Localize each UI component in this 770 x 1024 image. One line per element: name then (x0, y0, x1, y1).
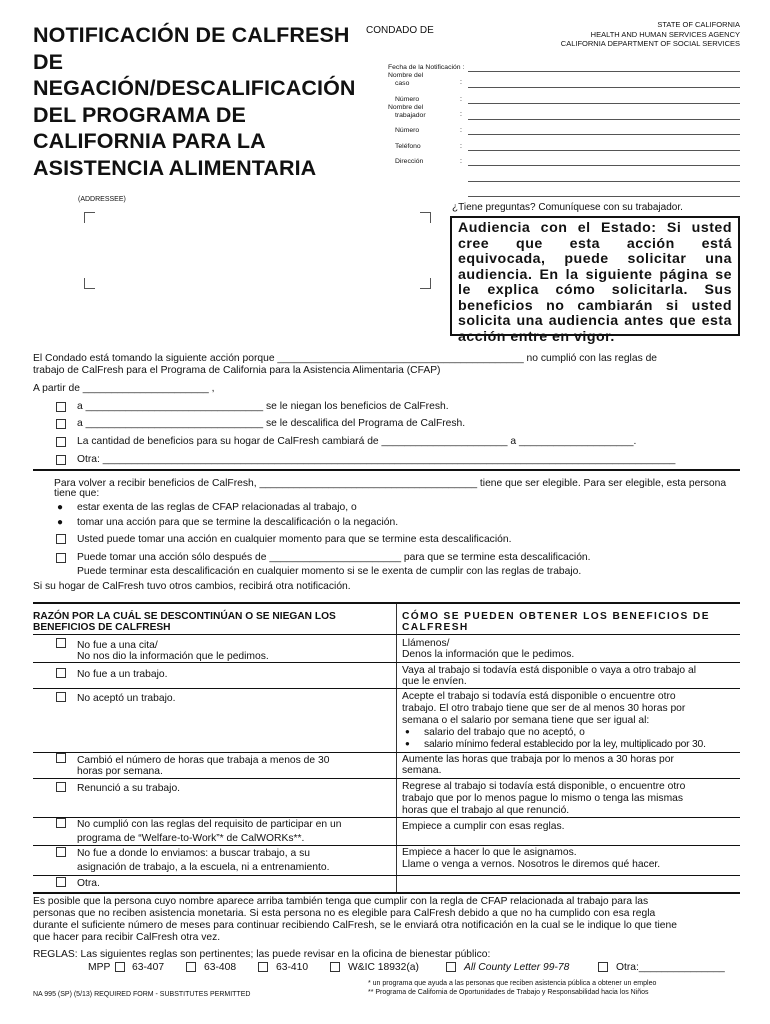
footer-paragraph-3: durante el suficiente número de meses para continuar recibiendo CalFresh, se le enviará otra notificación en la cual se le indique lo que tiene (33, 920, 677, 931)
addressee-corner-br (420, 278, 431, 289)
rules-intro: REGLAS: Las siguientes reglas son pertinentes; las puede revisar en la oficina de bienestar público: (33, 949, 491, 960)
case-name-label-2: caso (395, 80, 410, 87)
action-line-2: trabajo de CalFresh para el Programa de California para la Asistencia Alimentaria (CFAP) (33, 365, 441, 376)
footer-paragraph-1: Es posible que la persona cuyo nombre aparece arriba también tenga que cumplir con la regla de CFAP relacionada al trabajo para las (33, 896, 649, 907)
option-change-checkbox[interactable] (56, 437, 66, 447)
effective-date-line: A partir de ______________________ , (33, 383, 215, 394)
anytime-checkbox[interactable] (56, 534, 66, 544)
remedy-refused-3: semana o el salario por semana tiene que ser igual al: (402, 715, 650, 726)
case-name-field[interactable] (468, 87, 740, 88)
phone-field[interactable] (468, 150, 740, 151)
reason-refused: No aceptó un trabajo. (77, 693, 176, 704)
requirement-bullet-2: tomar una acción para que se termine la descalificación o la negación. (77, 517, 399, 528)
option-deny-text: a _______________________________ se le niegan los beneficios de CalFresh. (77, 401, 449, 412)
anytime-text: Usted puede tomar una acción en cualquier momento para que se termine esta descalificación. (77, 534, 512, 545)
phone-colon: : (460, 143, 462, 150)
hearing-notice-box: Audiencia con el Estado: Si usted cree que esta acción está equivocada, puede solicitar una audiencia. En la siguiente página se le explica cómo solicitarla. Sus beneficios no cambiarán si usted solicita una audiencia antes que esta acción entre en vigor. (450, 216, 740, 336)
option-change-text: La cantidad de beneficios para su hogar de CalFresh cambiará de ______________________ a ____________________. (77, 436, 637, 447)
addressee-corner-bl (84, 278, 95, 289)
requirements-intro-2: tiene que: (54, 488, 100, 499)
worker-name-label-1: Nombre del (388, 104, 424, 111)
agency-line-3: CALIFORNIA DEPARTMENT OF SOCIAL SERVICES (560, 39, 740, 48)
footer-paragraph-4: que hacer para recibir CalFresh otra vez. (33, 932, 221, 943)
action-line-1: El Condado está tomando la siguiente acción porque ___________________________________________ no cumplió con las reglas de (33, 353, 658, 364)
agency-line-1: STATE OF CALIFORNIA (657, 20, 740, 29)
option-disqualify-checkbox[interactable] (56, 419, 66, 429)
case-number-label: Número (395, 96, 420, 103)
address-field-3[interactable] (468, 196, 740, 197)
section-divider-2 (33, 602, 740, 604)
table-head-divider (33, 634, 740, 635)
reason-other: Otra. (77, 878, 100, 889)
remedy-welfare: Empiece a cumplir con esas reglas. (402, 821, 565, 832)
remedy-appointment-1: Llámenos/ (402, 638, 450, 649)
reason-quit: Renunció a su trabajo. (77, 783, 181, 794)
remedy-bullet-2-icon: ● (405, 739, 410, 748)
reason-hours-1: Cambió el número de horas que trabaja a menos de 30 (77, 755, 330, 766)
option-deny-checkbox[interactable] (56, 402, 66, 412)
rule-acl-checkbox[interactable] (446, 962, 456, 972)
table-head-left-2: BENEFICIOS DE CALFRESH (33, 622, 171, 633)
row-divider-6 (33, 845, 740, 846)
other-changes-text: Si su hogar de CalFresh tuvo otros cambios, recibirá otra notificación. (33, 581, 351, 592)
rules-mpp-label: MPP (88, 962, 111, 973)
table-head-left (33, 611, 336, 633)
reason-welfare-1: No cumplió con las reglas del requisito de participar en un (77, 819, 342, 830)
remedy-refused-b1: salario del trabajo que no aceptó, o (424, 727, 585, 738)
case-name-colon: : (460, 79, 462, 86)
reason-quit-checkbox[interactable] (56, 782, 66, 792)
worker-name-label-2: trabajador (395, 112, 426, 119)
remedy-refused-2: trabajo. El otro trabajo tiene que ser de al menos 30 horas por (402, 703, 686, 714)
row-divider-5 (33, 817, 740, 818)
reason-appointment-checkbox[interactable] (56, 638, 66, 648)
reason-welfare-2: programa de “Welfare-to-Work”* de CalWORKs**. (77, 833, 305, 844)
agency-header (520, 20, 740, 49)
row-divider-3 (33, 752, 740, 753)
row-divider-7 (33, 875, 740, 876)
remedy-assignment-2: Llame o venga a vernos. Nosotros le diremos qué hacer. (402, 859, 661, 870)
requirements-intro-1: Para volver a recibir beneficios de CalFresh, ______________________________________ tiene que ser elegible. Para ser elegible, esta persona (54, 478, 727, 489)
requirement-bullet-1: estar exenta de las reglas de CFAP relacionadas al trabajo, o (77, 502, 357, 513)
remedy-bullet-1-icon: ● (405, 727, 410, 736)
footnote-1: * un programa que ayuda a las personas que reciben asistencia pública a obtener un empleo (368, 980, 657, 987)
option-disqualify-text: a _______________________________ se le descalifica del Programa de CalFresh. (77, 418, 466, 429)
reason-job-checkbox[interactable] (56, 668, 66, 678)
remedy-hours-1: Aumente las horas que trabaja por lo menos a 30 horas por (402, 754, 674, 765)
remedy-refused-1: Acepte el trabajo si todavía está disponible o encuentre otro (402, 691, 676, 702)
agency-line-2: HEALTH AND HUMAN SERVICES AGENCY (590, 29, 740, 39)
address-label: Dirección (395, 158, 424, 165)
remedy-hours-2: semana. (402, 765, 442, 776)
after-date-checkbox[interactable] (56, 553, 66, 563)
rule-63-408-checkbox[interactable] (186, 962, 196, 972)
remedy-quit-1: Regrese al trabajo si todavía está disponible, o encuentre otro (402, 781, 686, 792)
notice-date-field[interactable] (468, 71, 740, 72)
form-title: NOTIFICACIÓN DE CALFRESH DE NEGACIÓN/DESCALIFICACIÓN DEL PROGRAMA DE CALIFORNIA PARA LA ASISTENCIA ALIMENTARIA (33, 23, 356, 180)
bullet-2-icon: ● (57, 517, 64, 528)
rule-wic: W&IC 18932(a) (348, 962, 419, 973)
reason-other-checkbox[interactable] (56, 877, 66, 887)
worker-name-colon: : (460, 111, 462, 118)
table-head-left-1: RAZÓN POR LA CUÁL SE DESCONTINÚAN O SE NIEGAN LOS (33, 611, 336, 622)
questions-text: ¿Tiene preguntas? Comuníquese con su trabajador. (452, 202, 683, 213)
table-bottom-divider (33, 892, 740, 894)
worker-number-label: Número (395, 127, 420, 134)
address-field-2[interactable] (468, 181, 740, 182)
notice-date-label: Fecha de la Notificación : (388, 64, 465, 71)
footnote-2: ** Programa de California de Oportunidades de Trabajo y Responsabilidad hacia los Niños (368, 989, 649, 996)
rule-63-407-checkbox[interactable] (115, 962, 125, 972)
case-name-label-1: Nombre del (388, 72, 424, 79)
remedy-appointment-2: Denos la información que le pedimos. (402, 649, 575, 660)
section-divider-1 (33, 469, 740, 471)
rule-acl: All County Letter 99-78 (464, 962, 570, 973)
exempt-text: Puede terminar esta descalificación en cualquier momento si se le exenta de cumplir con las reglas de trabajo. (77, 566, 582, 577)
remedy-refused-b2: salario mínimo federal establecido por la ley, multiplicado por 30. (424, 739, 706, 750)
rule-63-407: 63-407 (132, 962, 165, 973)
rule-other-checkbox[interactable] (598, 962, 608, 972)
row-divider-2 (33, 688, 740, 689)
rule-63-410-checkbox[interactable] (258, 962, 268, 972)
case-number-field[interactable] (468, 103, 740, 104)
option-other-text: Otra: ____________________________________________________________________________________________________ (77, 454, 676, 465)
addressee-corner-tl (84, 212, 95, 223)
worker-number-field[interactable] (468, 134, 740, 135)
rule-other: Otra:_______________ (616, 962, 725, 973)
footer-paragraph-2: personas que no reciben asistencia monetaria. Si esta persona no es elegible para CalFresh debido a que no ha cumplido con esa regla (33, 908, 656, 919)
reason-welfare-checkbox[interactable] (56, 818, 66, 828)
remedy-job-1: Vaya al trabajo si todavía está disponible o vaya a otro trabajo al (402, 665, 697, 676)
reason-job: No fue a un trabajo. (77, 669, 168, 680)
reason-assignment-2: asignación de trabajo, a la escuela, ni a entrenamiento. (77, 862, 330, 873)
reason-assignment-checkbox[interactable] (56, 847, 66, 857)
reason-refused-checkbox[interactable] (56, 692, 66, 702)
reason-hours-2: horas por semana. (77, 766, 163, 777)
table-head-right (402, 611, 710, 633)
bullet-1-icon: ● (57, 502, 64, 513)
case-number-colon: : (460, 96, 462, 103)
county-label: CONDADO DE (366, 25, 434, 36)
reason-assignment-1: No fue a donde lo enviamos: a buscar trabajo, a su (77, 848, 310, 859)
rule-wic-checkbox[interactable] (330, 962, 340, 972)
option-other-checkbox[interactable] (56, 455, 66, 465)
reason-appointment-1: No fue a una cita/ (77, 640, 158, 651)
addressee-corner-tr (420, 212, 431, 223)
addressee-label: (ADDRESSEE) (78, 196, 126, 203)
rule-63-408: 63-408 (204, 962, 237, 973)
remedy-quit-3: horas que el trabajo al que renunció. (402, 805, 570, 816)
worker-number-colon: : (460, 127, 462, 134)
table-column-divider (396, 604, 397, 894)
reason-hours-checkbox[interactable] (56, 753, 66, 763)
row-divider-4 (33, 778, 740, 779)
form-number: NA 995 (SP) (5/13) REQUIRED FORM - SUBSTITUTES PERMITTED (33, 991, 251, 998)
reason-appointment-2: No nos dio la información que le pedimos. (77, 651, 269, 662)
table-head-right-2: CALFRESH (402, 622, 469, 633)
after-date-text: Puede tomar una acción sólo después de _______________________ para que se termine esta descalificación. (77, 552, 591, 563)
table-head-right-1: CÓMO SE PUEDEN OBTENER LOS BENEFICIOS DE (402, 611, 710, 622)
address-field-1[interactable] (468, 165, 740, 166)
remedy-assignment-1: Empiece a hacer lo que le asignamos. (402, 847, 577, 858)
rule-63-410: 63-410 (276, 962, 309, 973)
address-colon: : (460, 158, 462, 165)
remedy-quit-2: trabajo que por lo menos pague lo mismo o tenga las mismas (402, 793, 684, 804)
phone-label: Teléfono (395, 143, 421, 150)
row-divider-1 (33, 662, 740, 663)
remedy-job-2: que le envíen. (402, 676, 467, 687)
worker-name-field[interactable] (468, 119, 740, 120)
